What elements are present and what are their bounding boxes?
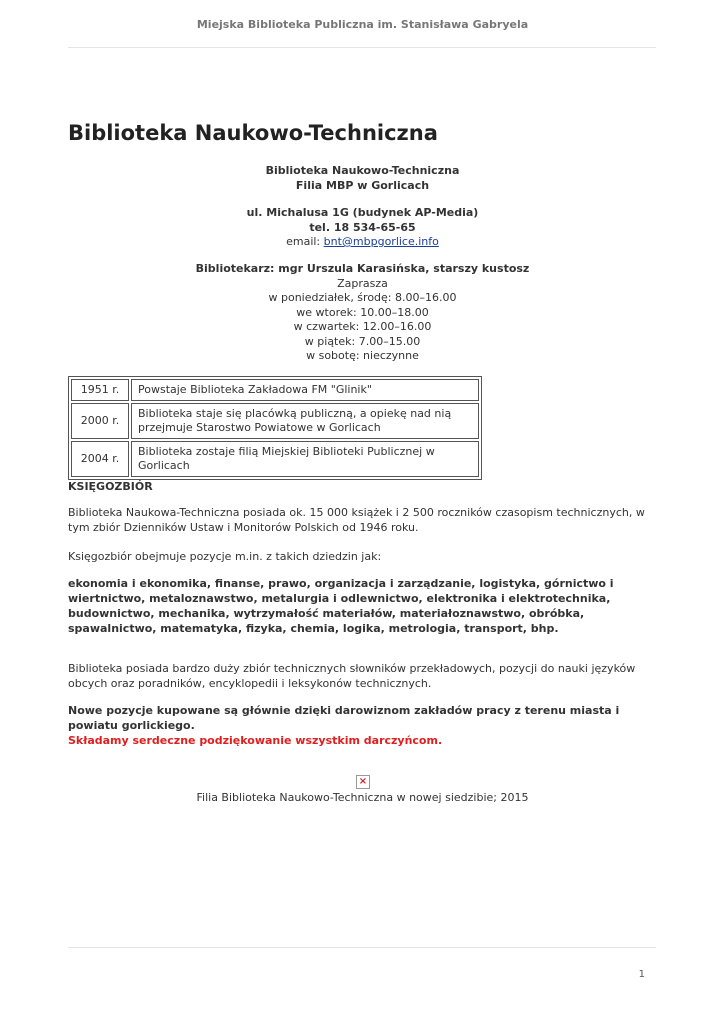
hours-row: we wtorek: 10.00–18.00	[296, 305, 429, 319]
librarian: Bibliotekarz: mgr Urszula Karasińska, starszy kustosz	[195, 262, 530, 275]
history-table	[68, 376, 482, 480]
library-name-line1: Biblioteka Naukowo-Techniczna	[265, 164, 460, 177]
address: ul. Michalusa 1G (budynek AP-Media)	[246, 206, 479, 219]
hours-row: w poniedziałek, środę: 8.00–16.00	[268, 291, 457, 304]
email-label: email:	[286, 235, 324, 248]
table-row	[71, 441, 479, 477]
donations-block	[68, 703, 658, 748]
collection-fields: ekonomia i ekonomika, finanse, prawo, organizacja i zarządzanie, logistyka, górnictwo i wiertnictwo, metaloznawstwo, metalurgia i odlewnictwo, elektronika i elektrotechnika, budownictwo, mechanika, wytrzymałość materiałów, materiałoznawstwo, obróbka, spawalnictwo, matematyka, fizyka, chemia, logika, metrologia, transport, bhp.	[68, 577, 614, 635]
header-divider	[68, 47, 656, 48]
hours-row: w piątek: 7.00–15.00	[304, 334, 421, 348]
thanks-text: Składamy serdeczne podziękowanie wszystkim darczyńcom.	[68, 734, 443, 747]
hours-row: w sobotę: nieczynne	[306, 349, 419, 362]
donations-text: Nowe pozycje kupowane są głównie dzięki darowiznom zakładów pracy z terenu miasta i powiatu gorlickiego.	[68, 704, 620, 732]
page-number: 1	[638, 969, 645, 980]
hours-row: w czwartek: 12.00–16.00	[293, 320, 432, 333]
broken-image-icon: ×	[356, 775, 370, 789]
history-event: Biblioteka zostaje filią Miejskiej Biblioteki Publicznej w Gorlicach	[131, 441, 479, 477]
invite-text: Zaprasza	[337, 276, 388, 290]
footer-divider	[68, 947, 656, 948]
collection-paragraph: Biblioteka Naukowa-Techniczna posiada ok. 15 000 książek i 2 500 roczników czasopism technicznych, w tym zbiór Dzienników Ustaw i Monitorów Polskich od 1946 roku.	[68, 506, 645, 534]
history-event: Biblioteka staje się placówką publiczną, a opiekę nad nią przejmuje Starostwo Powiatowe w Gorlicach	[131, 403, 479, 439]
page-title: Biblioteka Naukowo-Techniczna	[68, 121, 438, 145]
collection-intro: Księgozbiór obejmuje pozycje m.in. z takich dziedzin jak:	[68, 550, 382, 563]
contact-block	[0, 206, 725, 250]
table-row	[71, 379, 479, 401]
email-link[interactable]: bnt@mbpgorlice.info	[323, 235, 439, 248]
dictionaries-paragraph: Biblioteka posiada bardzo duży zbiór technicznych słowników przekładowych, pozycji do nauki języków obcych oraz poradników, encyklopedii i leksykonów technicznych.	[68, 662, 636, 690]
library-name	[0, 164, 725, 193]
opening-hours	[0, 262, 725, 364]
library-name-line2: Filia MBP w Gorlicach	[295, 178, 430, 192]
history-year: 1951 r.	[71, 379, 129, 401]
history-year: 2004 r.	[71, 441, 129, 477]
phone: tel. 18 534-65-65	[309, 220, 416, 234]
email-line	[0, 235, 725, 250]
collection-heading: KSIĘGOZBIÓR	[68, 480, 153, 493]
site-header-title: Miejska Biblioteka Publiczna im. Stanisława Gabryela	[196, 18, 529, 31]
table-row	[71, 403, 479, 439]
figure-caption: Filia Biblioteka Naukowo-Techniczna w nowej siedzibie; 2015	[196, 791, 529, 804]
history-event: Powstaje Biblioteka Zakładowa FM "Glinik"	[131, 379, 479, 401]
history-year: 2000 r.	[71, 403, 129, 439]
